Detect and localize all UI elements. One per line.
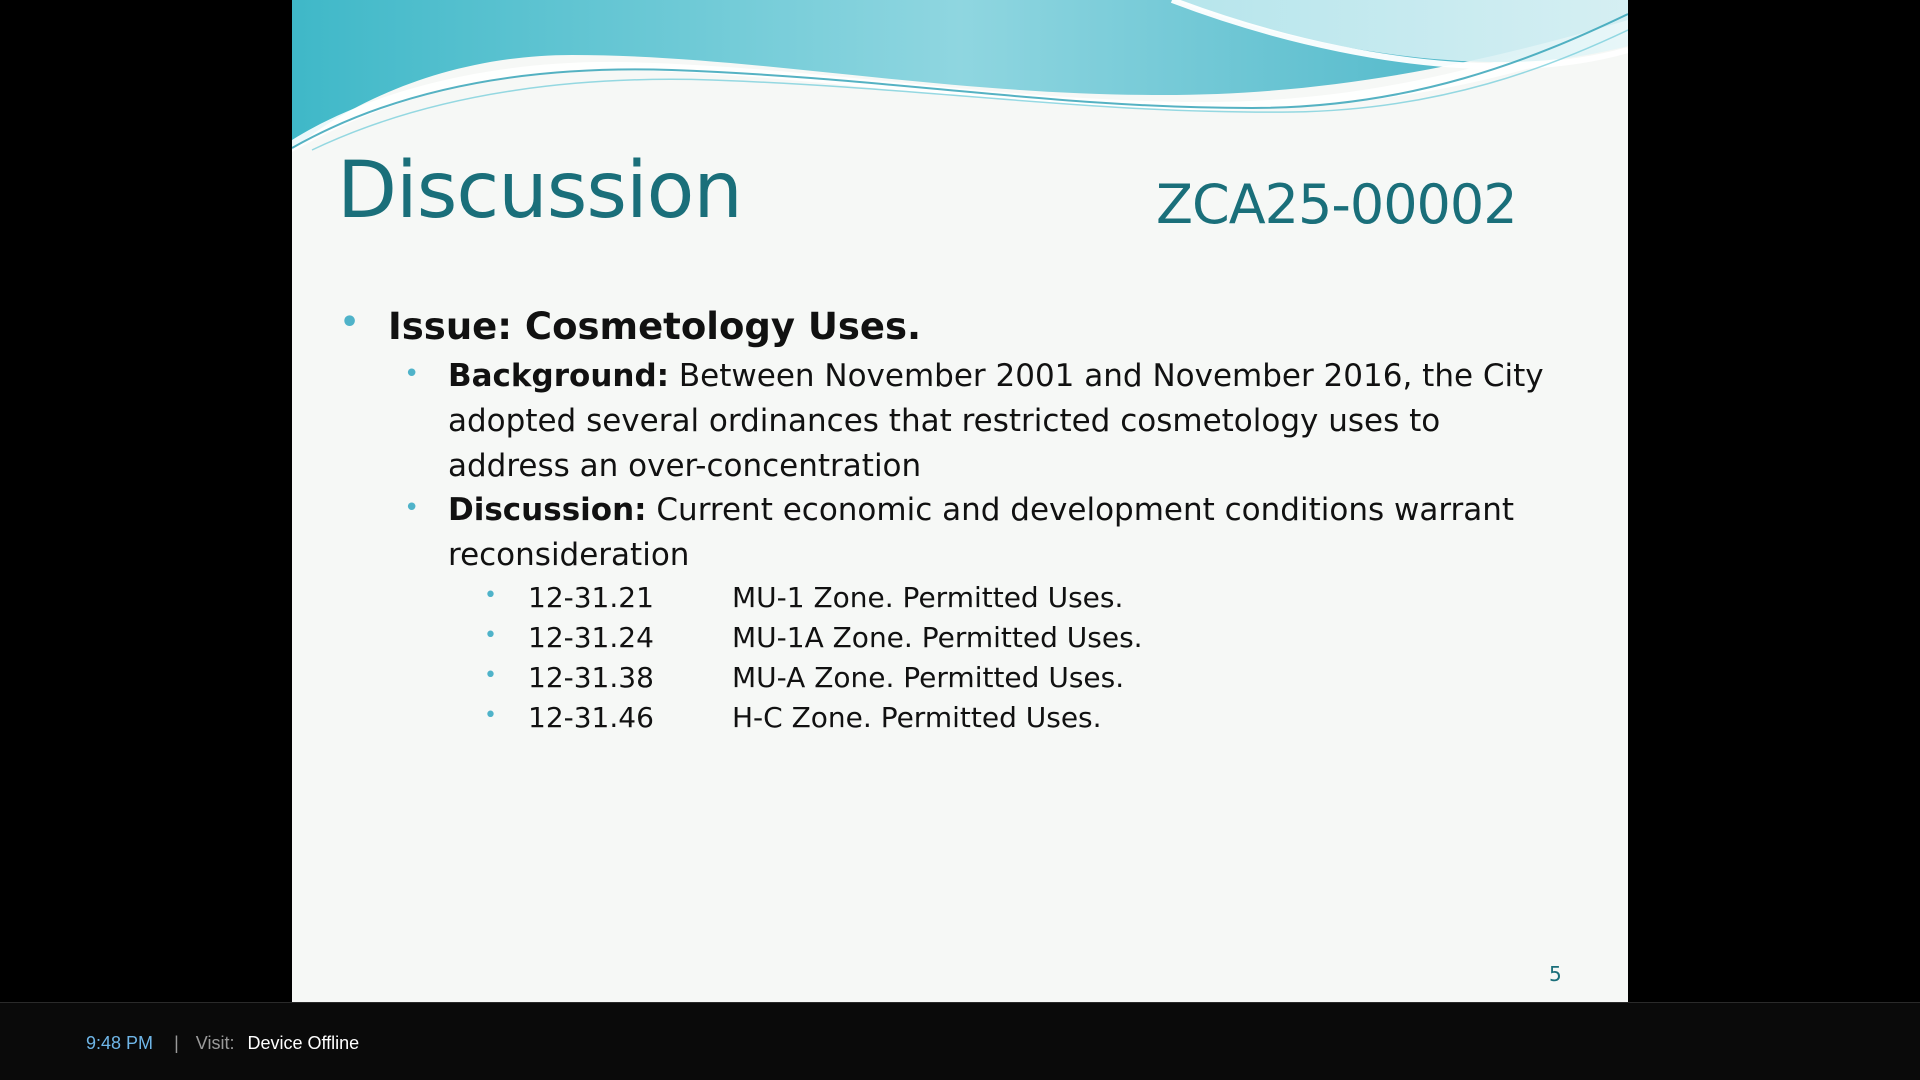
bullet-icon: •: [484, 663, 497, 688]
presentation-slide: [292, 0, 1628, 1002]
wave-header-decoration: [292, 0, 1628, 160]
case-id: ZCA25-00002: [1156, 173, 1517, 236]
background-label: Background:: [448, 358, 670, 394]
background-body: Between November 2001 and November 2016, the City adopted several ordinances that restricted cosmetology uses to address an over-concentration: [448, 358, 1544, 484]
background-bullet: [404, 354, 1554, 489]
section-description: MU-1A Zone. Permitted Uses.: [732, 621, 1143, 654]
section-code: 12-31.38: [528, 661, 654, 694]
discussion-body: Current economic and development conditions warrant reconsideration: [448, 492, 1515, 573]
section-item: [484, 698, 1384, 738]
section-item: [484, 618, 1384, 658]
visit-label: Visit:: [195, 1033, 235, 1053]
page-number: 5: [1549, 962, 1562, 986]
bullet-icon: •: [340, 305, 360, 340]
clock-time: 9:48 PM: [86, 1033, 154, 1053]
section-item: [484, 578, 1384, 618]
visit-status: Device Offline: [247, 1033, 360, 1053]
status-bar: [0, 1002, 1920, 1080]
section-description: MU-A Zone. Permitted Uses.: [732, 661, 1125, 694]
section-item: [484, 658, 1384, 698]
issue-label: Issue: Cosmetology Uses.: [388, 305, 922, 348]
bullet-icon: •: [484, 703, 497, 728]
section-description: MU-1 Zone. Permitted Uses.: [732, 581, 1124, 614]
status-info: [86, 1033, 359, 1054]
bullet-icon: •: [404, 493, 420, 523]
section-code: 12-31.46: [528, 701, 654, 734]
bullet-icon: •: [404, 359, 420, 389]
bullet-icon: •: [484, 583, 497, 608]
background-text: [448, 354, 1558, 489]
section-code: 12-31.21: [528, 581, 654, 614]
discussion-label: Discussion:: [448, 492, 647, 528]
section-description: H-C Zone. Permitted Uses.: [732, 701, 1102, 734]
discussion-bullet: [404, 488, 1554, 578]
status-separator: |: [174, 1033, 179, 1053]
slide-title: Discussion: [337, 146, 742, 236]
section-code: 12-31.24: [528, 621, 654, 654]
bullet-icon: •: [484, 623, 497, 648]
discussion-text: [448, 488, 1558, 578]
